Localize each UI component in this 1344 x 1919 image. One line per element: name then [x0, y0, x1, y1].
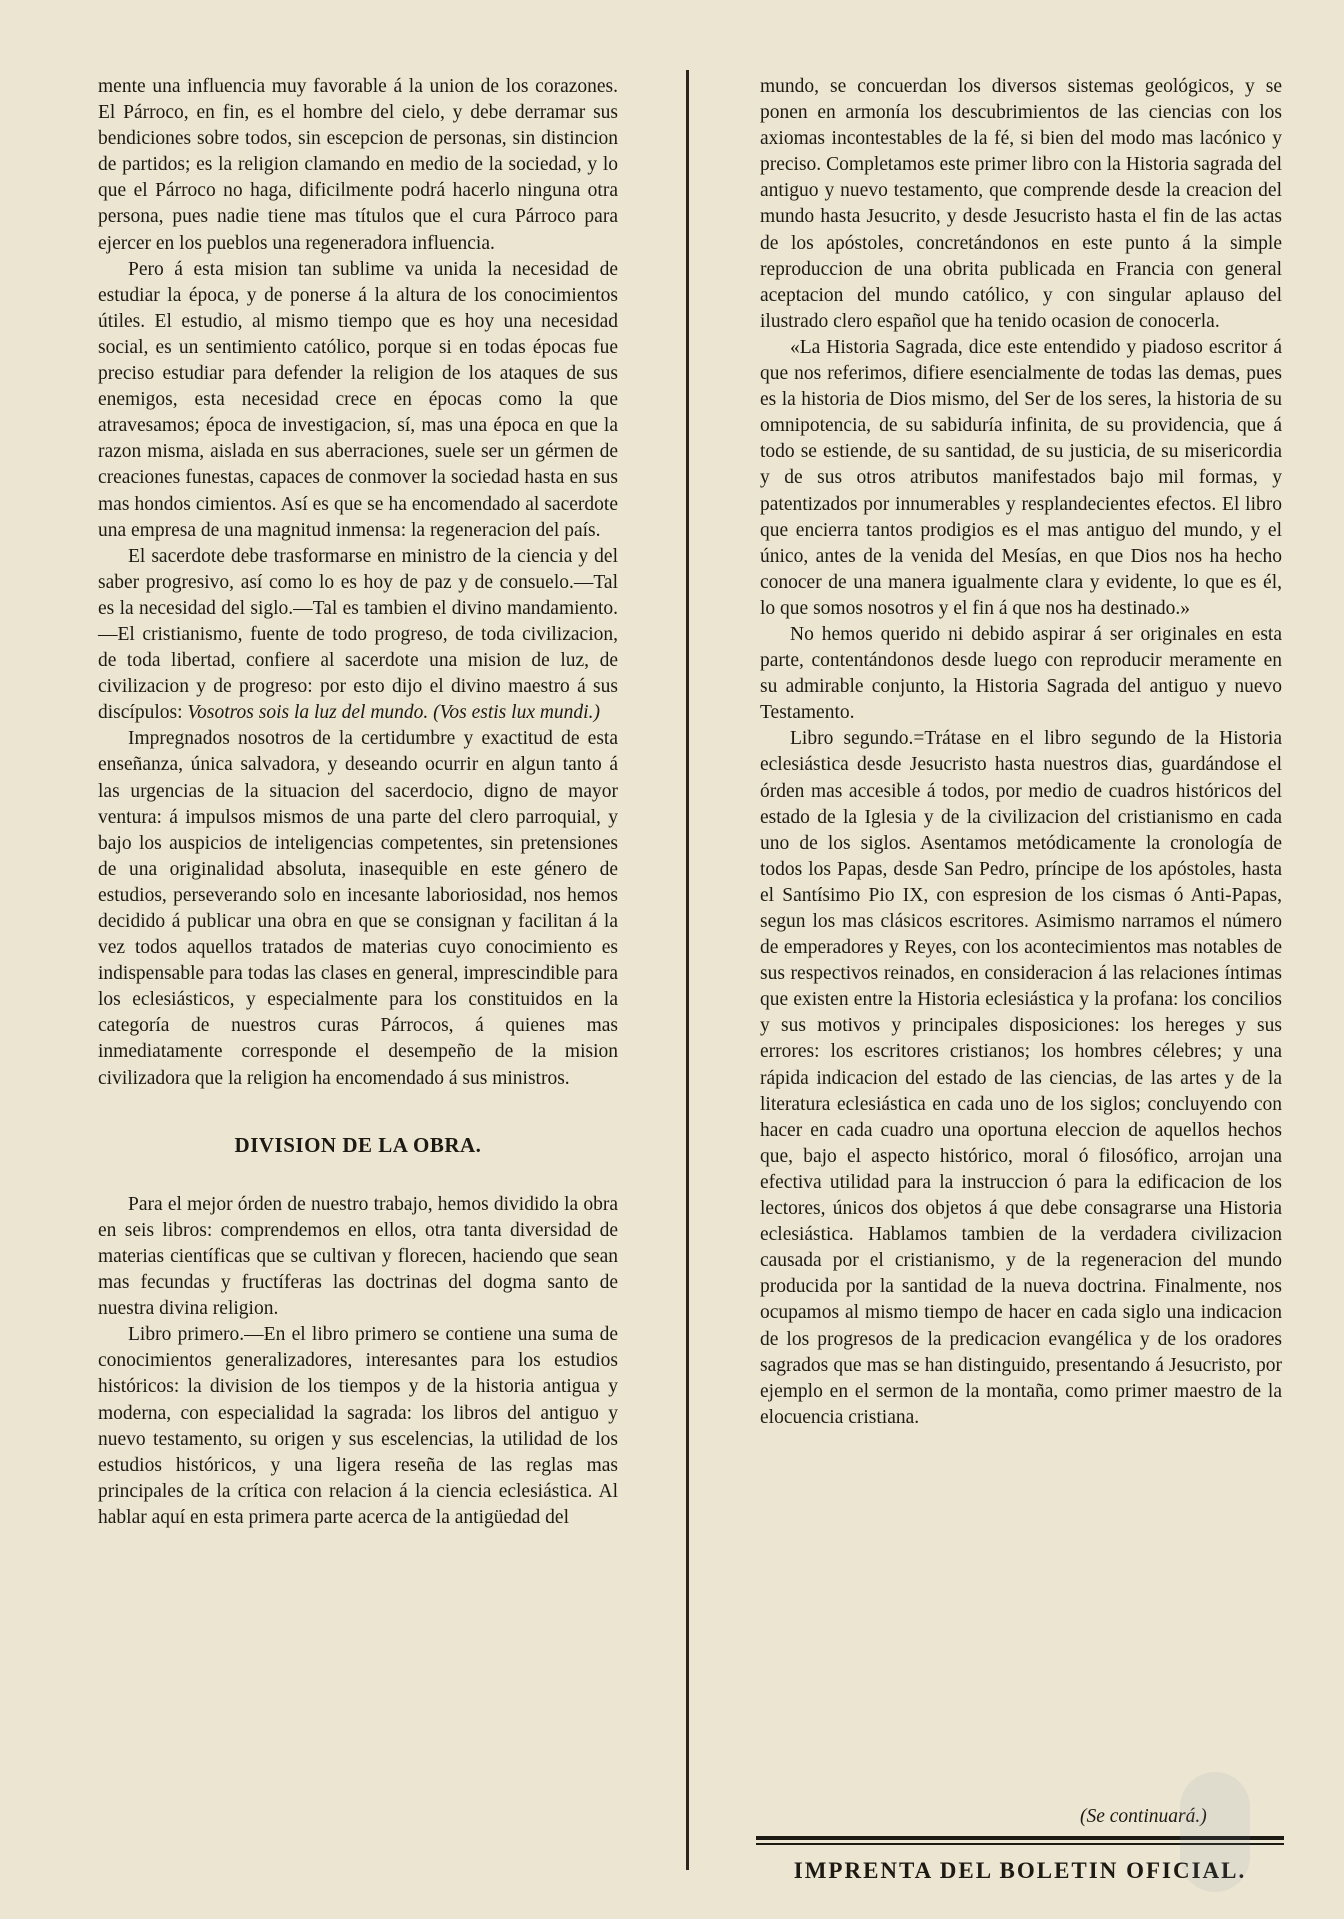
- section-heading: DIVISION DE LA OBRA.: [234, 1132, 482, 1157]
- right-paragraph-4: Libro segundo.=Trátase en el libro segundo de la Historia eclesiástica desde Jesucristo hasta nuestros dias, guardándose el órden mas accesible á todos, por medio de cuadros históricos del estado de la Iglesia y de la civilizacion del cristianismo en cada uno de los siglos. Asentamos metódicamente la cronología de todos los Papas, desde San Pedro, príncipe de los apóstoles, hasta el Santísimo Pio IX, con espresion de los cismas ó Anti-Papas, segun los mas clásicos escritores. Asimismo narramos el número de emperadores y Reyes, con los acontecimientos mas notables de sus respectivos reinados, en consideracion á las relaciones íntimas que existen entre la Historia eclesiástica y la profana: los concilios y sus motivos y principales disposiciones: los hereges y sus errores: los escritores cristianos; los hombres célebres; y una rápida indicacion del estado de las ciencias, de las artes y de la literatura eclesiástica en cada uno de los siglos; concluyendo con hacer en cada cuadro una oportuna eleccion de aquellos hechos que, bajo el aspecto histórico, moral ó filosófico, arrojan una efectiva utilidad para la instruccion ó para la edificacion de los lectores, únicos dos objetos á que debe consagrarse una Historia eclesiástica. Hablamos tambien de la verdadera civilizacion causada por el cristianismo, y de la regeneracion del mundo producida por la santidad de la nueva doctrina. Finalmente, nos ocupamos al mismo tiempo de hacer en cada siglo una indicacion de los progresos de la predicacion evangélica y de los oradores sagrados que mas se han distinguido, presentando á Jesucristo, por ejemplo en el sermon de la montaña, como primer maestro de la elocuencia cristiana.: [760, 728, 1282, 1428]
- left-paragraph-1: mente una influencia muy favorable á la union de los corazones. El Párroco, en fin, es el hombre del cielo, y debe derramar sus bendiciones sobre todos, sin escepcion de personas, sin distincion de partidos; es la religion clamando en medio de la sociedad, y lo que el Párroco no haga, dificilmente podrá hacerlo ninguna otra persona, pues nadie tiene mas títulos que el cura Párroco para ejercer en los pueblos una regeneradora influencia.: [98, 76, 618, 254]
- left-paragraph-6: Libro primero.—En el libro primero se contiene una suma de conocimientos generalizadores, interesantes para los estudios históricos: la division de los tiempos y de la historia antigua y moderna, con especialidad la sagrada: los libros del antiguo y nuevo testamento, su origen y sus escelencias, la utilidad de los estudios históricos, y una ligera reseña de las reglas mas principales de la crítica con relacion á la ciencia eclesiástica. Al hablar aquí en esta primera parte acerca de la antigüedad del: [98, 1324, 618, 1528]
- left-paragraph-5: Para el mejor órden de nuestro trabajo, hemos dividido la obra en seis libros: comprendemos en ellos, otra tanta diversidad de materias científicas que se cultivan y florecen, haciendo que sean mas fecundas y fructíferas las doctrinas del dogma santo de nuestra divina religion.: [98, 1193, 618, 1320]
- right-paragraph-2: «La Historia Sagrada, dice este entendido y piadoso escritor á que nos referimos, difiere esencialmente de todas las demas, pues es la historia de Dios mismo, del Ser de los seres, la historia de su omnipotencia, de su sabiduría infinita, de su providencia, que á todo se estiende, de su santidad, de su justicia, de su misericordia y de sus otros atributos manifestados bajo mil formas, y patentizados por innumerables y resplandecientes efectos. El libro que encierra tantos prodigios es el mas antiguo del mundo, y el único, antes de la venida del Mesías, en que Dios nos ha hecho conocer de una manera igualmente clara y evidente, lo que es él, lo que somos nosotros y el fin á que nos ha destinado.»: [760, 336, 1282, 619]
- continue-note: (Se continuará.): [1080, 1806, 1207, 1827]
- right-column: [760, 74, 1282, 1431]
- right-paragraph-1: mundo, se concuerdan los diversos sistemas geológicos, y se ponen en armonía los descubrimientos de las ciencias con los axiomas incontestables de la fé, si bien del modo mas lacónico y preciso. Completamos este primer libro con la Historia sagrada del antiguo y nuevo testamento, que comprende desde la creacion del mundo hasta Jesucrito, y desde Jesucristo hasta el fin de las actas de los apóstoles, concretándonos en este punto á la simple reproduccion de una obrita publicada en Francia con general aceptacion del mundo católico, y con singular aplauso del ilustrado clero español que ha tenido ocasion de conocerla.: [760, 76, 1282, 332]
- library-stamp-stain: [1180, 1772, 1250, 1892]
- left-paragraph-3-text: El sacerdote debe trasformarse en ministro de la ciencia y del saber progresivo, así como lo es hoy de paz y de consuelo.—Tal es la necesidad del siglo.—Tal es tambien el divino mandamiento.—El cristianismo, fuente de todo progreso, de toda civilizacion, de toda libertad, confiere al sacerdote una mision de luz, de civilizacion y de progreso: por esto dijo el divino maestro á sus discípulos:: [98, 545, 618, 724]
- printer-imprint: IMPRENTA DEL BOLETIN OFICIAL.: [793, 1858, 1247, 1883]
- left-paragraph-3: [98, 544, 618, 727]
- latin-quote: Vosotros sois la luz del mundo. (Vos estis lux mundi.): [187, 702, 600, 724]
- left-column: [98, 74, 618, 1531]
- right-paragraph-3: No hemos querido ni debido aspirar á ser originales en esta parte, contentándonos desde luego con reproducir meramente en su admirable conjunto, la Historia Sagrada del antiguo y nuevo Testamento.: [760, 623, 1282, 724]
- column-divider: [686, 70, 689, 1870]
- left-paragraph-4: Impregnados nosotros de la certidumbre y exactitud de esta enseñanza, única salvadora, y deseando ocurrir en algun tanto á las urgencias de la situacion del sacerdocio, digno de mayor ventura: á impulsos mismos de una parte del clero parroquial, y bajo los auspicios de inteligencias competentes, sin pretensiones de una originalidad absoluta, inasequible en este género de estudios, perseverando solo en incesante laboriosidad, nos hemos decidido á publicar una obra en que se consignan y facilitan á la vez todos aquellos tratados de materias cuyo conocimiento es indispensable para todas las clases en general, imprescindible para los eclesiásticos, y especialmente para los constituidos en la categoría de nuestros curas Párrocos, á quienes mas inmediatamente corresponde el desempeño de la mision civilizadora que la religion ha encomendado á sus ministros.: [98, 728, 618, 1089]
- left-paragraph-2: Pero á esta mision tan sublime va unida la necesidad de estudiar la época, y de ponerse á la altura de los conocimientos útiles. El estudio, al mismo tiempo que es hoy una necesidad social, es un sentimiento católico, porque si en todas épocas fue preciso estudiar para defender la religion de los ataques de sus enemigos, esta necesidad crece en épocas como la que atravesamos; época de investigacion, sí, mas una época en que la razon misma, aislada en sus aberraciones, suele ser un gérmen de creaciones funestas, capaces de conmover la sociedad hasta en sus mas hondos cimientos. Así es que se ha encomendado al sacerdote una empresa de una magnitud inmensa: la regeneracion del país.: [98, 258, 618, 541]
